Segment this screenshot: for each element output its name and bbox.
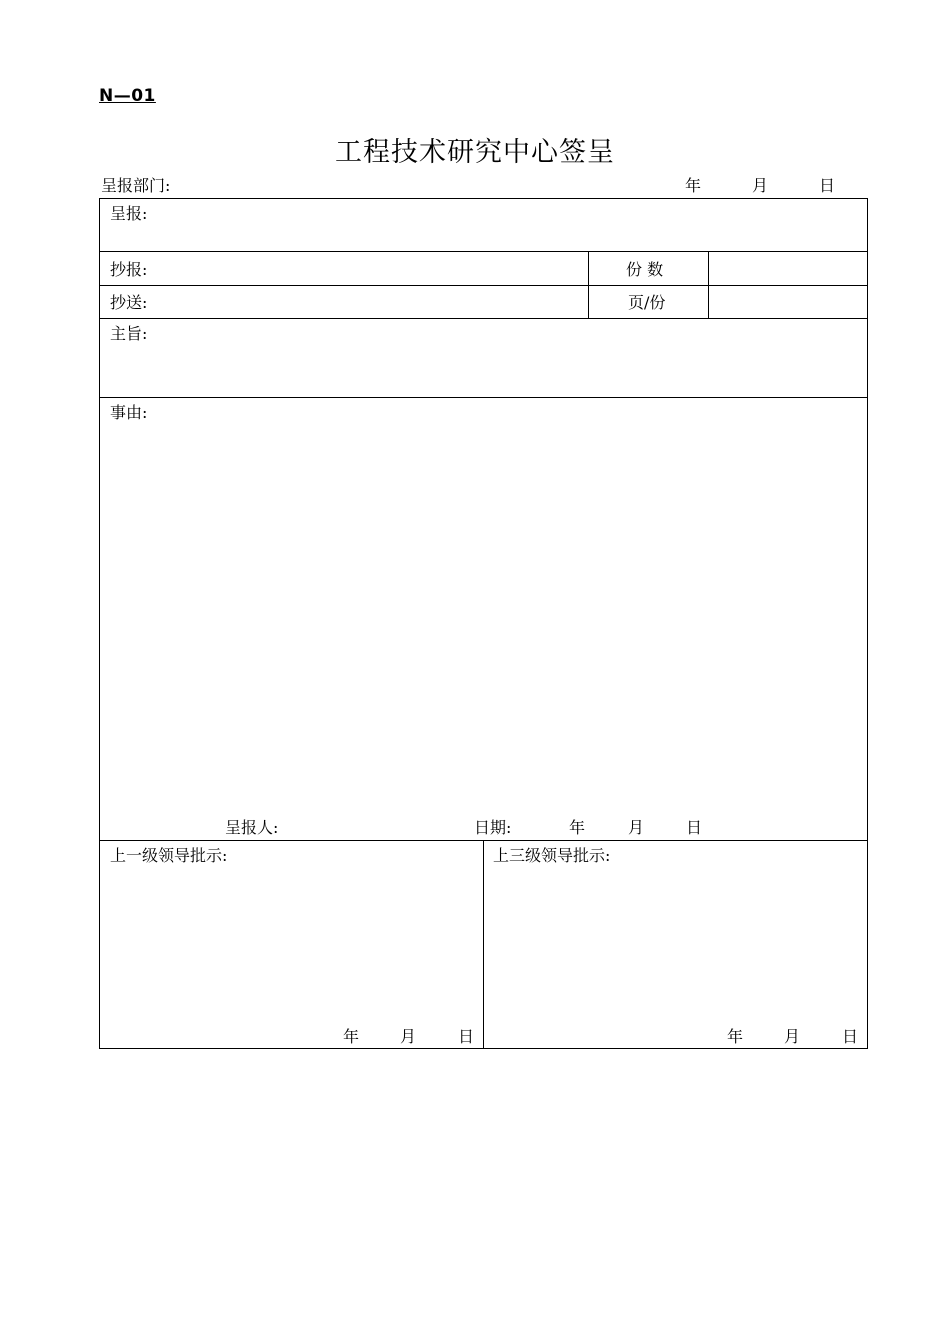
level3-day-label: 日 xyxy=(842,1027,859,1046)
submit-to-label: 呈报: xyxy=(110,204,148,223)
level1-month-label: 月 xyxy=(400,1027,417,1046)
form-code: N—01 xyxy=(99,86,156,106)
page-title: 工程技术研究中心签呈 xyxy=(335,137,615,168)
cc-send-label: 抄送: xyxy=(110,293,148,312)
date-label: 日期: xyxy=(474,818,512,837)
level1-year-label: 年 xyxy=(343,1027,360,1046)
level3-approval-label: 上三级领导批示: xyxy=(493,846,611,865)
submitter-month-label: 月 xyxy=(628,818,645,837)
submitter-day-label: 日 xyxy=(686,818,703,837)
header-month-label: 月 xyxy=(752,176,769,195)
submitter-year-label: 年 xyxy=(569,818,586,837)
level1-approval-label: 上一级领导批示: xyxy=(110,846,228,865)
copies-label: 份 数 xyxy=(626,260,664,279)
reason-label: 事由: xyxy=(110,403,148,422)
header-year-label: 年 xyxy=(685,176,702,195)
cc-report-label: 抄报: xyxy=(110,260,148,279)
pages-per-copy-label: 页/份 xyxy=(628,293,666,312)
subject-label: 主旨: xyxy=(110,324,148,343)
level1-day-label: 日 xyxy=(458,1027,475,1046)
level3-year-label: 年 xyxy=(727,1027,744,1046)
department-label: 呈报部门: xyxy=(101,176,171,195)
level3-month-label: 月 xyxy=(784,1027,801,1046)
submitter-label: 呈报人: xyxy=(225,818,279,837)
header-day-label: 日 xyxy=(819,176,836,195)
